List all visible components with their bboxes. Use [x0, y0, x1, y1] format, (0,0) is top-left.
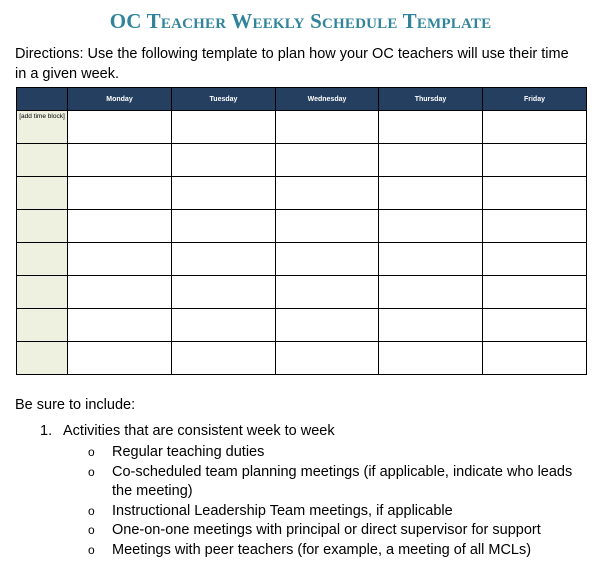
- schedule-cell[interactable]: [379, 177, 483, 210]
- schedule-cell[interactable]: [379, 111, 483, 144]
- schedule-cell[interactable]: [172, 342, 276, 375]
- sub-list-item: [88, 463, 588, 502]
- schedule-cell[interactable]: [483, 210, 587, 243]
- schedule-cell[interactable]: [276, 210, 379, 243]
- schedule-cell[interactable]: [68, 276, 172, 309]
- time-block-cell[interactable]: [17, 342, 68, 375]
- schedule-cell[interactable]: [379, 342, 483, 375]
- bullet-icon: o: [88, 523, 95, 538]
- header-wednesday: Wednesday: [276, 88, 379, 111]
- schedule-cell[interactable]: [276, 342, 379, 375]
- table-header-row: [17, 88, 587, 111]
- schedule-cell[interactable]: [276, 243, 379, 276]
- bullet-icon: o: [88, 464, 95, 479]
- schedule-cell[interactable]: [172, 210, 276, 243]
- schedule-cell[interactable]: [68, 177, 172, 210]
- header-time: [17, 88, 68, 111]
- schedule-cell[interactable]: [172, 177, 276, 210]
- schedule-cell[interactable]: [172, 111, 276, 144]
- table-row: [17, 210, 587, 243]
- time-block-cell[interactable]: [17, 276, 68, 309]
- list-item: [40, 423, 335, 439]
- schedule-cell[interactable]: [483, 243, 587, 276]
- schedule-cell[interactable]: [172, 309, 276, 342]
- schedule-cell[interactable]: [68, 210, 172, 243]
- schedule-cell[interactable]: [483, 111, 587, 144]
- schedule-cell[interactable]: [172, 144, 276, 177]
- table-row: [17, 177, 587, 210]
- table-row: [17, 309, 587, 342]
- schedule-cell[interactable]: [276, 111, 379, 144]
- schedule-cell[interactable]: [68, 342, 172, 375]
- sub-item-text: Instructional Leadership Team meetings, if applicable: [112, 502, 453, 519]
- list-item-text: Activities that are consistent week to week: [63, 423, 335, 439]
- schedule-cell[interactable]: [483, 309, 587, 342]
- schedule-cell[interactable]: [379, 276, 483, 309]
- schedule-cell[interactable]: [483, 144, 587, 177]
- schedule-cell[interactable]: [276, 276, 379, 309]
- table-row: [17, 144, 587, 177]
- time-block-cell[interactable]: [17, 144, 68, 177]
- schedule-cell[interactable]: [379, 243, 483, 276]
- sub-item-text: Co-scheduled team planning meetings (if applicable, indicate who leads the meeting): [112, 463, 573, 500]
- directions-text: Directions: Use the following template to plan how your OC teachers will use their time in a given week.: [15, 46, 569, 82]
- schedule-cell[interactable]: [276, 177, 379, 210]
- bullet-icon: o: [88, 445, 95, 459]
- time-block-cell[interactable]: [add time block]: [17, 111, 68, 144]
- header-friday: Friday: [483, 88, 587, 111]
- schedule-cell[interactable]: [483, 177, 587, 210]
- schedule-cell[interactable]: [379, 210, 483, 243]
- schedule-cell[interactable]: [172, 276, 276, 309]
- table-row: [17, 111, 587, 144]
- sub-list-item: [88, 541, 588, 561]
- schedule-cell[interactable]: [483, 276, 587, 309]
- sub-item-text: Regular teaching duties: [112, 444, 265, 460]
- time-block-cell[interactable]: [17, 243, 68, 276]
- schedule-cell[interactable]: [379, 144, 483, 177]
- table-row: [17, 342, 587, 375]
- schedule-cell[interactable]: [68, 144, 172, 177]
- schedule-cell[interactable]: [483, 342, 587, 375]
- be-sure-heading: Be sure to include:: [15, 397, 136, 413]
- header-thursday: Thursday: [379, 88, 483, 111]
- schedule-cell[interactable]: [68, 309, 172, 342]
- schedule-cell[interactable]: [68, 111, 172, 144]
- sub-list: [88, 443, 588, 561]
- schedule-cell[interactable]: [276, 309, 379, 342]
- sub-list-item: [88, 443, 588, 463]
- schedule-cell[interactable]: [379, 309, 483, 342]
- schedule-cell[interactable]: [68, 243, 172, 276]
- sub-item-text: One-on-one meetings with principal or direct supervisor for support: [112, 522, 541, 539]
- sub-list-item: [88, 521, 588, 541]
- schedule-cell[interactable]: [276, 144, 379, 177]
- schedule-cell[interactable]: [172, 243, 276, 276]
- bullet-icon: o: [88, 503, 95, 518]
- time-block-cell[interactable]: [17, 210, 68, 243]
- bullet-icon: o: [88, 542, 95, 557]
- page-title: OC Teacher Weekly Schedule Template: [109, 9, 492, 33]
- sub-item-text: Meetings with peer teachers (for example, a meeting of all MCLs): [112, 541, 532, 558]
- table-row: [17, 243, 587, 276]
- sub-list-item: [88, 502, 588, 522]
- list-number: 1.: [40, 423, 53, 439]
- header-monday: Monday: [68, 88, 172, 111]
- time-block-cell[interactable]: [17, 177, 68, 210]
- schedule-table: [16, 87, 587, 375]
- time-block-cell[interactable]: [17, 309, 68, 342]
- table-row: [17, 276, 587, 309]
- header-tuesday: Tuesday: [172, 88, 276, 111]
